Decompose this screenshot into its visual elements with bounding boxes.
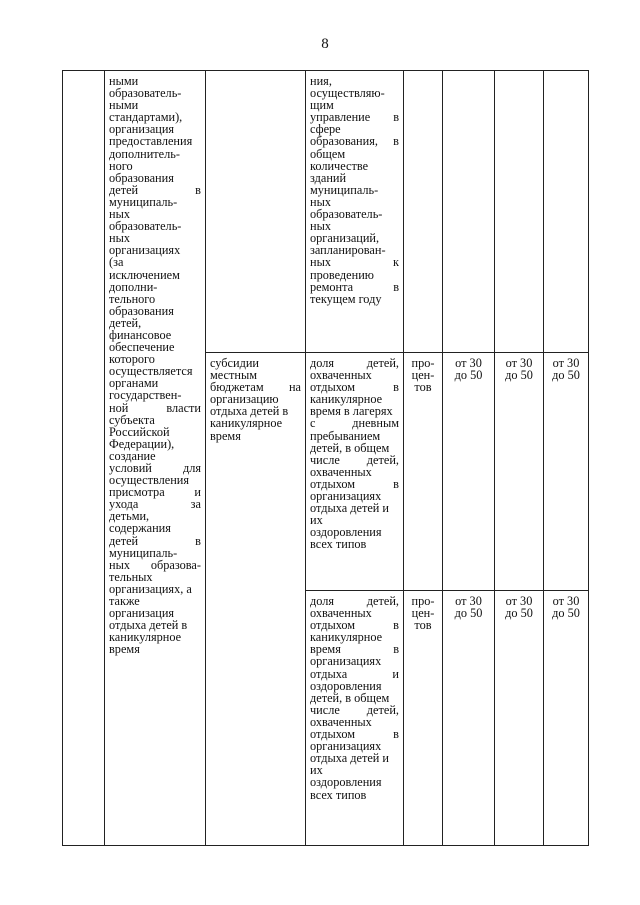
text-line: доля детей,	[310, 356, 399, 370]
text-line: сфере	[310, 122, 341, 137]
text-line: присмотра и	[109, 485, 201, 500]
text-line: детей, в общем	[310, 440, 390, 455]
text-line: местным	[210, 368, 258, 383]
text-line: проведению	[310, 267, 374, 282]
text-line: организациях	[310, 739, 382, 754]
text-line: ных	[310, 219, 331, 234]
text-line: которого	[109, 352, 155, 367]
text-line: до 50	[552, 606, 580, 621]
page-number: 8	[321, 36, 329, 52]
text-line: государствен-	[109, 388, 182, 403]
text-line: от 30	[505, 594, 533, 608]
text-line: до 50	[454, 606, 483, 621]
indicators-table	[62, 70, 589, 846]
text-line: муниципаль-	[310, 182, 379, 197]
text-line: отдыха детей в	[109, 618, 188, 633]
text-line: тельного	[109, 291, 156, 306]
text-line: оздоровления	[310, 525, 382, 540]
value-cell	[544, 353, 589, 591]
value-cell	[443, 71, 495, 353]
value-cell	[544, 71, 589, 353]
text-line: оздоровления	[310, 775, 382, 790]
text-line: организациях	[310, 489, 382, 504]
text-line: субсидии	[210, 356, 259, 370]
text-line: время	[109, 642, 140, 657]
text-line: ния,	[310, 74, 332, 88]
text-line: организациях	[109, 243, 181, 258]
text-line: каникулярное	[210, 416, 283, 431]
value-cell	[443, 591, 495, 846]
value-cell	[495, 71, 544, 353]
text-line: ных к	[310, 255, 399, 270]
table-row	[63, 71, 589, 353]
text-line: с дневным	[310, 416, 399, 431]
text-line: текущем году	[310, 291, 382, 306]
text-line: до 50	[505, 368, 533, 383]
text-line: отдыхом в	[310, 727, 399, 742]
unit-cell	[404, 353, 443, 591]
text-line: охваченных	[310, 368, 372, 383]
text-line: от 30	[455, 356, 482, 370]
text-line: ных образова-	[109, 557, 201, 572]
measure-cell-empty	[206, 71, 306, 353]
unit-cell	[404, 591, 443, 846]
text-line: до 50	[454, 368, 483, 383]
text-line: охваченных	[310, 464, 372, 479]
text-line: цен-	[411, 368, 435, 383]
text-line: отдыха детей и	[310, 751, 390, 766]
text-line: цен-	[411, 606, 435, 621]
text-line: стандартами),	[109, 110, 183, 125]
text-line: пребыванием	[310, 428, 381, 443]
text-line: управление в	[310, 110, 399, 125]
text-line: отдыха детей в	[210, 404, 289, 419]
text-line: тов	[414, 618, 432, 633]
text-line: от 30	[552, 356, 580, 370]
text-line: охваченных	[310, 714, 372, 729]
text-line: всех типов	[310, 787, 367, 802]
text-line: создание	[109, 448, 156, 463]
text-line: время в лагерях	[310, 404, 393, 419]
text-line: детей в	[109, 533, 201, 548]
text-line: Российской	[109, 424, 170, 439]
text-line: организаций,	[310, 231, 380, 246]
text-line: осуществляю-	[310, 86, 385, 101]
text-line: ного	[109, 158, 133, 173]
text-line: до 50	[505, 606, 533, 621]
text-line: отдыхом в	[310, 618, 399, 633]
value-cell	[544, 591, 589, 846]
text-line: финансовое	[109, 327, 172, 342]
text-line: образователь-	[310, 207, 383, 222]
text-line: субъекта	[109, 412, 155, 427]
text-line: каникулярное	[310, 630, 383, 645]
text-line: охваченных	[310, 606, 372, 621]
text-line: ных	[109, 207, 130, 222]
text-line: отдыха и	[310, 666, 399, 681]
text-line: всех типов	[310, 537, 367, 552]
text-line: ремонта в	[310, 279, 399, 294]
text-line: образователь-	[109, 219, 182, 234]
text-line: щим	[310, 98, 334, 113]
text-line: до 50	[552, 368, 580, 383]
text-line: образователь-	[109, 86, 182, 101]
indicator-cell	[306, 591, 404, 846]
text-line: ной власти	[109, 400, 201, 415]
text-line: дополни-	[109, 279, 158, 294]
text-line: ными	[109, 74, 139, 88]
text-line: бюджетам на	[210, 380, 301, 395]
text-line: детей, в общем	[310, 690, 390, 705]
text-line: каникулярное	[310, 392, 383, 407]
text-line: организация	[109, 606, 175, 621]
unit-cell	[404, 71, 443, 353]
text-line: исключением	[109, 267, 180, 282]
text-line: оздоровления	[310, 678, 382, 693]
text-line: их	[310, 763, 323, 778]
text-line: Федерации),	[109, 436, 175, 451]
text-line: про-	[411, 356, 435, 370]
text-line: отдыха детей и	[310, 501, 390, 516]
number-cell	[63, 71, 105, 846]
task-cell	[105, 71, 206, 846]
text-line: детей в	[109, 182, 201, 197]
text-line: числе детей,	[310, 452, 399, 467]
text-line: муниципаль-	[109, 545, 178, 560]
text-line: ных	[310, 194, 331, 209]
text-line: отдыхом в	[310, 380, 399, 395]
value-cell	[495, 591, 544, 846]
text-line: обеспечение	[109, 340, 175, 355]
text-line: организациях, а	[109, 581, 192, 596]
text-line: осуществления	[109, 473, 190, 488]
text-line: их	[310, 513, 323, 528]
indicator-cell	[306, 353, 404, 591]
measure-cell	[206, 353, 306, 846]
text-line: ных	[109, 231, 130, 246]
text-line: время в	[310, 642, 399, 657]
text-line: также	[109, 594, 140, 609]
value-cell	[443, 353, 495, 591]
text-line: осуществляется	[109, 364, 193, 379]
text-line: ухода за	[109, 497, 201, 512]
text-line: организация	[109, 122, 175, 137]
text-line: от 30	[552, 594, 580, 608]
text-line: детьми,	[109, 509, 150, 524]
text-line: органами	[109, 376, 159, 391]
text-line: время	[210, 428, 241, 443]
text-line: образования, в	[310, 134, 399, 149]
text-line: содержания	[109, 521, 171, 536]
text-line: зданий	[310, 170, 347, 185]
text-line: доля детей,	[310, 594, 399, 608]
text-line: дополнитель-	[109, 146, 180, 161]
indicator-cell	[306, 71, 404, 353]
text-line: (за	[109, 255, 124, 270]
text-line: от 30	[455, 594, 482, 608]
text-line: отдыхом в	[310, 476, 399, 491]
text-line: муниципаль-	[109, 194, 178, 209]
value-cell	[495, 353, 544, 591]
text-line: количестве	[310, 158, 369, 173]
text-line: от 30	[505, 356, 533, 370]
text-line: образования	[109, 303, 174, 318]
text-line: образования	[109, 170, 174, 185]
text-line: предоставления	[109, 134, 193, 149]
text-line: про-	[411, 594, 435, 608]
text-line: условий для	[109, 461, 201, 475]
text-line: запланирован-	[310, 243, 386, 258]
text-line: каникулярное	[109, 630, 182, 645]
text-line: ными	[109, 98, 139, 113]
text-line: числе детей,	[310, 702, 399, 717]
text-line: общем	[310, 146, 346, 161]
text-line: тов	[414, 380, 432, 395]
text-line: тельных	[109, 569, 153, 584]
text-line: организацию	[210, 392, 279, 407]
text-line: детей,	[109, 315, 142, 330]
text-line: организациях	[310, 654, 382, 669]
